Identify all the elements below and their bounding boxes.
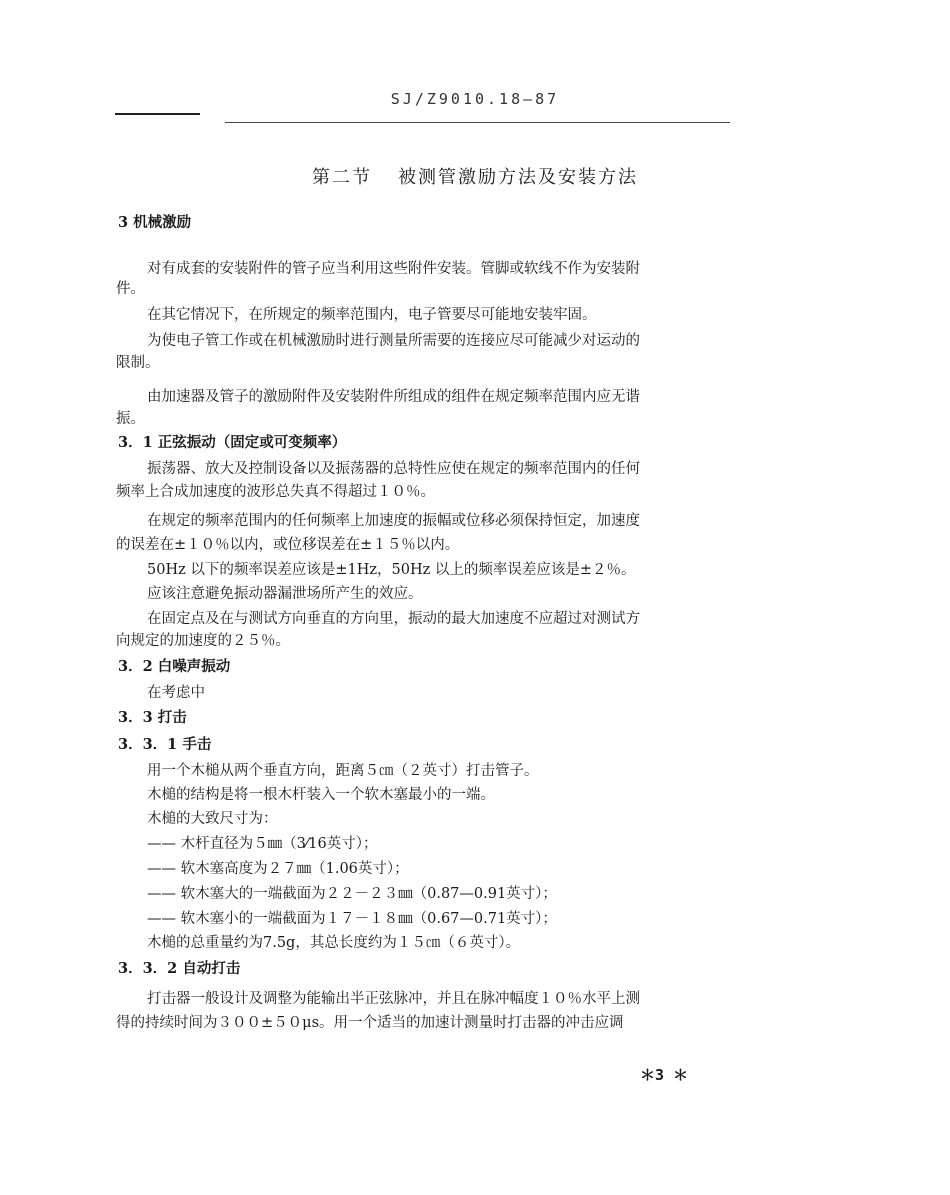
list-item: —— 软木塞大的一端截面为２２－２３㎜（0.87—0.91英寸）； (147, 886, 557, 902)
heading-3: 3 机械激励 (118, 214, 192, 231)
paragraph-line: 用一个木槌从两个垂直方向，距离５㎝（２英寸）打击管子。 (147, 763, 539, 779)
paragraph-line: 木槌的大致尺寸为： (147, 811, 278, 827)
paragraph-line: 在固定点及在与测试方向垂直的方向里，振动的最大加速度不应超过对测试方 (147, 611, 640, 627)
section-number: 第二节 (312, 167, 372, 188)
header-rule-thick (115, 113, 200, 115)
section-title (0, 163, 950, 189)
paragraph-line: 50Hz 以下的频率误差应该是±1Hz，50Hz 以上的频率误差应该是±２％。 (147, 562, 636, 578)
paragraph-line: 的误差在±１０％以内，或位移误差在±１５％以内。 (116, 537, 460, 553)
paragraph-line: 件。 (116, 281, 145, 297)
paragraph-line: 对有成套的安装附件的管子应当利用这些附件安装。管脚或软线不作为安装附 (147, 261, 640, 277)
heading-3-2: 3．2 白噪声振动 (118, 658, 231, 675)
paragraph-line: 木槌的结构是将一根木杆装入一个软木塞最小的一端。 (147, 787, 495, 803)
list-item: —— 软木塞小的一端截面为１７－１８㎜（0.67—0.71英寸）； (147, 911, 557, 927)
heading-3-3-2: 3．3．2 自动打击 (118, 960, 241, 977)
paragraph-line: 振。 (116, 411, 145, 427)
heading-3-1: 3．1 正弦振动（固定或可变频率） (118, 434, 347, 451)
paragraph-line: 振荡器、放大及控制设备以及振荡器的总特性应使在规定的频率范围内的任何 (147, 461, 640, 477)
paragraph-line: 向规定的加速度的２５％。 (116, 633, 290, 649)
page-number: ＊3 ＊ (640, 1066, 689, 1084)
paragraph-line: 限制。 (116, 355, 160, 371)
paragraph-line: 得的持续时间为３００±５０μs。用一个适当的加速计测量时打击器的冲击应调 (116, 1015, 624, 1031)
section-heading: 被测管激励方法及安装方法 (398, 167, 638, 188)
paragraph-line: 打击器一般设计及调整为能输出半正弦脉冲，并且在脉冲幅度１０％水平上测 (147, 991, 640, 1007)
paragraph-line: 在规定的频率范围内的任何频率上加速度的振幅或位移必须保持恒定，加速度 (147, 513, 640, 529)
paragraph-line: 由加速器及管子的激励附件及安装附件所组成的组件在规定频率范围内应无谐 (147, 389, 640, 405)
paragraph-line: 在其它情况下，在所规定的频率范围内，电子管要尽可能地安装牢固。 (147, 307, 597, 323)
paragraph-line: 木槌的总重量约为7.5g，其总长度约为１５㎝（６英寸）。 (147, 935, 521, 951)
list-item: —— 木杆直径为５㎜（3⁄16英寸）； (147, 836, 378, 852)
paragraph-line: 应该注意避免振动器漏泄场所产生的效应。 (147, 586, 423, 602)
header-rule-thin (225, 122, 730, 123)
paragraph-line: 在考虑中 (147, 685, 205, 701)
list-item: —— 软木塞高度为２７㎜（1.06英寸）； (147, 861, 409, 877)
heading-3-3-1: 3．3．1 手击 (118, 736, 212, 753)
heading-3-3: 3．3 打击 (118, 709, 187, 726)
paragraph-line: 为使电子管工作或在机械激励时进行测量所需要的连接应尽可能减少对运动的 (147, 333, 640, 349)
paragraph-line: 频率上合成加速度的波形总失真不得超过１０％。 (116, 484, 435, 500)
header-code: SJ/Z9010.18—87 (390, 90, 560, 108)
